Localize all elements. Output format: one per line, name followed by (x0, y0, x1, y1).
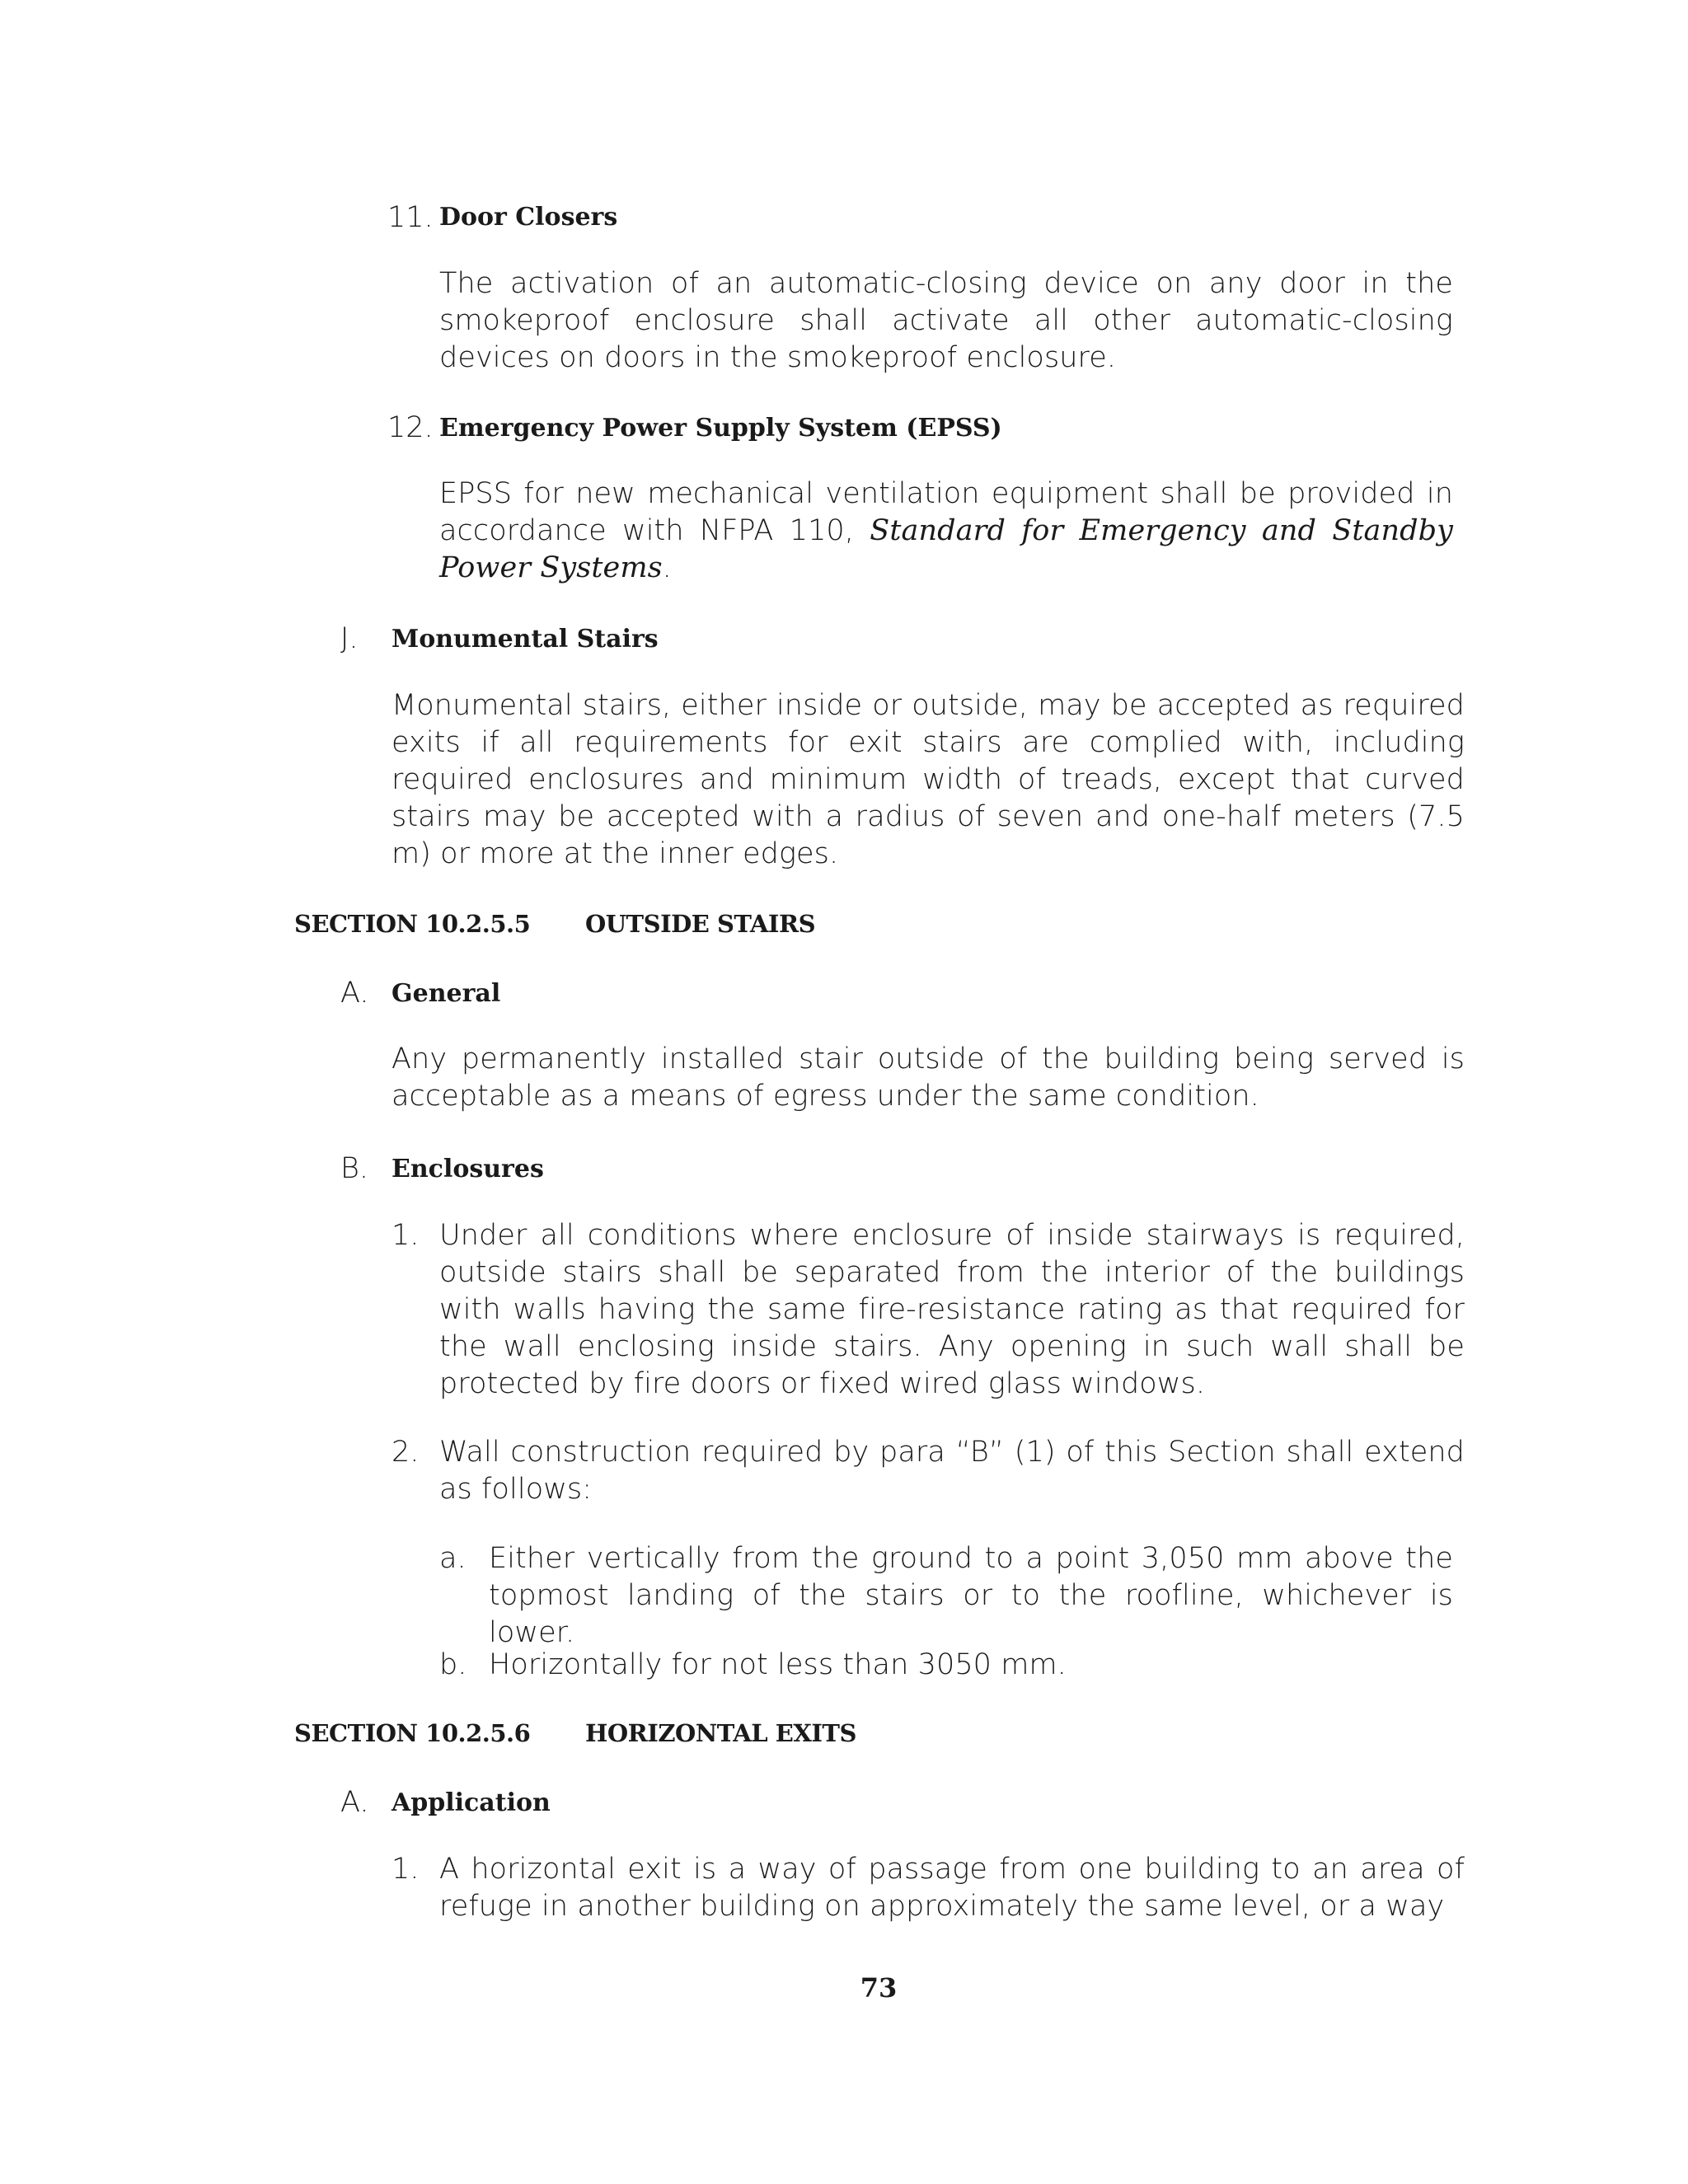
list-letter: a. (439, 1542, 467, 1575)
list-number: 1. (392, 1219, 420, 1252)
item-heading: Emergency Power Supply System (EPSS) (439, 414, 1002, 443)
standard-title: Standard for Emergency and Standby Power Systems (439, 514, 1454, 584)
paragraph: Under all conditions where enclosure of inside stairways is required, outside stairs shall be separated from the interior of the buildings with walls having the same fire-resistance rating as that required for the wall enclosing inside stairs. Any opening in such wall shall be protected by fire doors or fixed wired glass windows. (439, 1219, 1465, 1400)
item-heading: Monumental Stairs (392, 625, 659, 654)
item-heading: General (392, 979, 501, 1008)
section-title: OUTSIDE STAIRS (585, 910, 816, 938)
paragraph: Monumental stairs, either inside or outside, may be accepted as required exits if all requirements for exit stairs are complied with, including required enclosures and minimum width of treads, except that curved stairs may be accepted with a radius of seven and one-half meters (7.5 m) or more at the inner edges. (392, 689, 1465, 870)
item-heading: Door Closers (439, 203, 618, 232)
page-number: 73 (860, 1972, 898, 2004)
section-number: SECTION 10.2.5.5 (294, 910, 531, 938)
list-number: 2. (392, 1436, 420, 1469)
paragraph: Either vertically from the ground to a point 3,050 mm above the topmost landing of the stairs or to the roofline, whichever is lower. (489, 1542, 1453, 1649)
paragraph: Any permanently installed stair outside of the building being served is acceptable as a means of egress under the same condition. (392, 1043, 1465, 1113)
paragraph: A horizontal exit is a way of passage from one building to an area of refuge in another building on approximately the same level, or a way (439, 1853, 1465, 1923)
paragraph: Horizontally for not less than 3050 mm. (489, 1648, 1067, 1681)
paragraph: Wall construction required by para “B” (1) of this Section shall extend as follows: (439, 1436, 1465, 1506)
section-title: HORIZONTAL EXITS (585, 1719, 856, 1747)
item-letter: A. (340, 977, 369, 1010)
section-number: SECTION 10.2.5.6 (294, 1719, 531, 1747)
paragraph-text: EPSS for new mechanical ventilation equipment shall be provided in accordance with NFPA 110, (439, 477, 1453, 547)
paragraph-punctuation: . (662, 551, 672, 584)
paragraph (439, 476, 1453, 587)
item-number: 11. (387, 201, 434, 234)
item-heading: Enclosures (392, 1155, 544, 1183)
list-number: 1. (392, 1853, 420, 1886)
item-heading: Application (392, 1788, 551, 1817)
list-letter: b. (439, 1648, 467, 1681)
item-letter: J. (340, 622, 359, 655)
paragraph: The activation of an automatic-closing device on any door in the smokeproof enclosure shall activate all other automatic-closing devices on doors in the smokeproof enclosure. (439, 267, 1453, 374)
item-letter: B. (340, 1152, 369, 1185)
item-letter: A. (340, 1786, 369, 1819)
item-number: 12. (387, 411, 434, 444)
